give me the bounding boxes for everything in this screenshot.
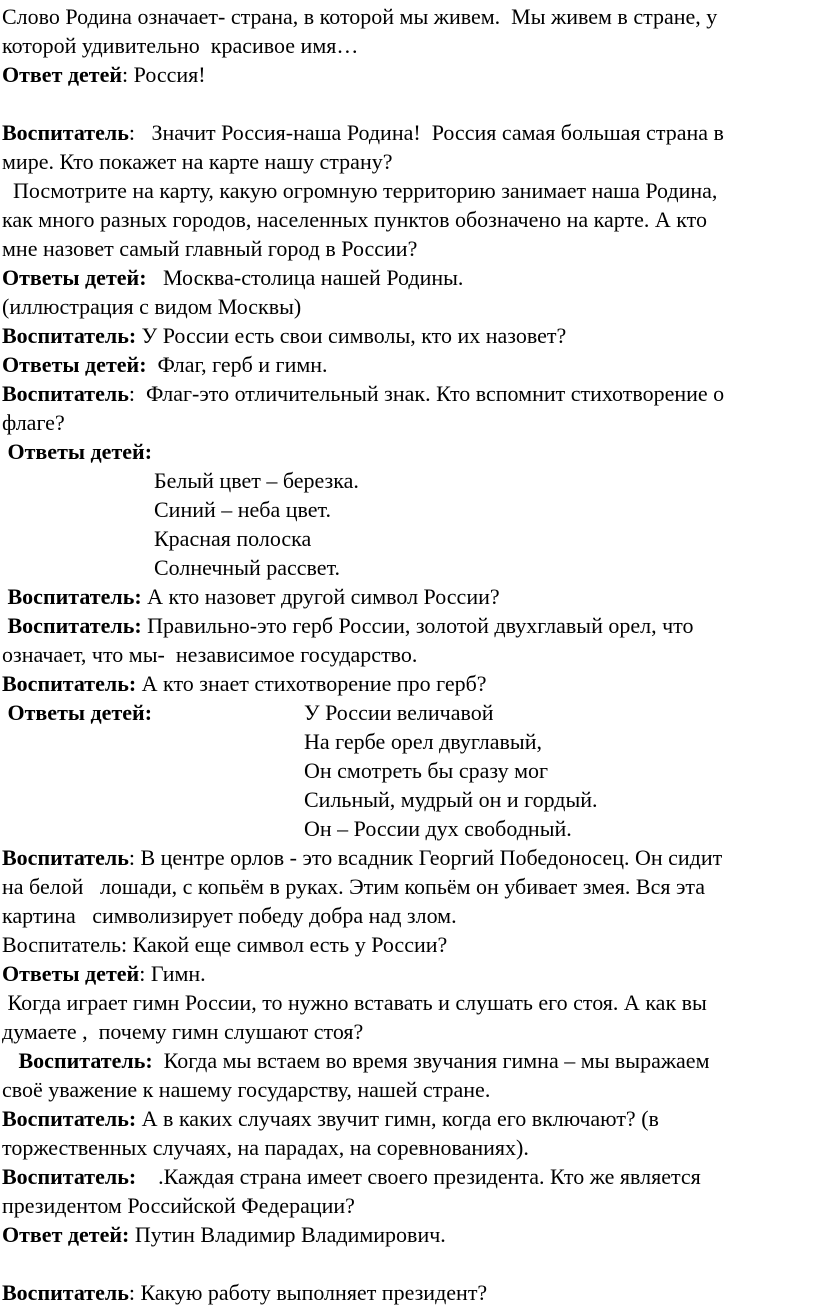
- teacher-line: [2, 1162, 814, 1191]
- paragraph-line: президентом Российской Федерации?: [2, 1193, 355, 1218]
- speech-text: : Гимн.: [139, 961, 206, 986]
- poem-line: Он – России дух свободный.: [304, 816, 572, 841]
- poem-line: Он смотреть бы сразу мог: [304, 758, 549, 783]
- teacher-line: [2, 1046, 814, 1075]
- answer-line: [2, 263, 814, 292]
- poem-line: Сильный, мудрый он и гордый.: [304, 787, 598, 812]
- poem-line: На гербе орел двуглавый,: [304, 729, 542, 754]
- poem-line: Синий – неба цвет.: [154, 497, 332, 522]
- speech-text: А кто знает стихотворение про герб?: [136, 671, 487, 696]
- speech-text: Флаг, герб и гимн.: [146, 352, 328, 377]
- paragraph-line: мире. Кто покажет на карте нашу страну?: [2, 149, 393, 174]
- paragraph-line: думаете , почему гимн слушают стоя?: [2, 1019, 364, 1044]
- speaker-label: Воспитатель:: [2, 1164, 137, 1189]
- speaker-label: Ответы детей:: [2, 439, 153, 464]
- speaker-label: Воспитатель:: [2, 584, 142, 609]
- speech-text: Путин Владимир Владимирович.: [129, 1222, 446, 1247]
- teacher-line: [2, 379, 814, 408]
- speaker-label: Воспитатель: [2, 845, 129, 870]
- speaker-label: Ответы детей:: [2, 352, 147, 377]
- speaker-label: Ответ детей:: [2, 1222, 130, 1247]
- answer-line: [2, 959, 814, 988]
- blank-line: [2, 1249, 814, 1278]
- paragraph-line: своё уважение к нашему государству, нашей стране.: [2, 1077, 491, 1102]
- speech-text: А в каких случаях звучит гимн, когда его включают? (в: [136, 1106, 659, 1131]
- teacher-line: [2, 1104, 814, 1133]
- poem-line: Белый цвет – березка.: [154, 468, 359, 493]
- teacher-line: [2, 321, 814, 350]
- blank-line: [2, 89, 814, 118]
- paragraph-line: Когда играет гимн России, то нужно вставать и слушать его стоя. А как вы: [2, 990, 707, 1015]
- speaker-label: Воспитатель: [2, 1280, 129, 1305]
- paragraph-line: (иллюстрация с видом Москвы): [2, 294, 302, 319]
- teacher-line: [2, 669, 814, 698]
- paragraph-line: торжественных случаях, на парадах, на соревнованиях).: [2, 1135, 529, 1160]
- paragraph-line: как много разных городов, населенных пунктов обозначено на карте. А кто: [2, 207, 707, 232]
- paragraph-line: мне назовет самый главный город в России?: [2, 236, 418, 261]
- poem-line: У России величавой: [304, 700, 494, 725]
- teacher-line: [2, 118, 814, 147]
- answer-line: [2, 1220, 814, 1249]
- speaker-label: Воспитатель: [2, 120, 129, 145]
- speaker-label: Воспитатель:: [2, 671, 137, 696]
- speech-text: Правильно-это герб России, золотой двухглавый орел, что: [141, 613, 694, 638]
- speech-text: Когда мы встаем во время звучания гимна – мы выражаем: [152, 1048, 710, 1073]
- speaker-label: Ответ детей: [2, 62, 123, 87]
- answer-line: [2, 698, 814, 727]
- paragraph-line: Посмотрите на карту, какую огромную территорию занимает наша Родина,: [2, 178, 718, 203]
- speaker-label: Воспитатель:: [2, 323, 137, 348]
- teacher-line: [2, 843, 814, 872]
- speaker-label: Воспитатель:: [2, 1048, 153, 1073]
- speech-text: : Какую работу выполняет президент?: [128, 1280, 488, 1305]
- speech-text: : В центре орлов - это всадник Георгий Победоносец. Он сидит: [128, 845, 723, 870]
- poem-line: Солнечный рассвет.: [154, 555, 341, 580]
- answer-line: [2, 60, 814, 89]
- speech-text: : Флаг-это отличительный знак. Кто вспомнит стихотворение о: [128, 381, 725, 406]
- teacher-line: [2, 582, 814, 611]
- paragraph-line: флаге?: [2, 410, 65, 435]
- speech-text: Москва-столица нашей Родины.: [146, 265, 464, 290]
- teacher-line: Воспитатель: Какой еще символ есть у России?: [2, 932, 448, 957]
- speaker-label: Воспитатель:: [2, 613, 142, 638]
- speaker-label: Ответы детей: [2, 961, 140, 986]
- paragraph-line: означает, что мы- независимое государство.: [2, 642, 418, 667]
- teacher-line: [2, 611, 814, 640]
- speech-text: У России есть свои символы, кто их назовет?: [136, 323, 567, 348]
- speech-text: : Россия!: [122, 62, 206, 87]
- speech-text: : Значит Россия-наша Родина! Россия самая большая страна в: [128, 120, 724, 145]
- paragraph-line: которой удивительно красивое имя…: [2, 33, 359, 58]
- speech-text: .Каждая страна имеет своего президента. Кто же является: [136, 1164, 701, 1189]
- speaker-label: Ответы детей:: [2, 265, 147, 290]
- speaker-label: Ответы детей:: [2, 700, 153, 725]
- paragraph-line: Слово Родина означает- страна, в которой мы живем. Мы живем в стране, у: [2, 4, 718, 29]
- speech-text: А кто назовет другой символ России?: [141, 584, 500, 609]
- paragraph-line: картина символизирует победу добра над злом.: [2, 903, 457, 928]
- speaker-label: Воспитатель:: [2, 1106, 137, 1131]
- poem-line: Красная полоска: [154, 526, 312, 551]
- paragraph-line: на белой лошади, с копьём в руках. Этим копьём он убивает змея. Вся эта: [2, 874, 706, 899]
- teacher-line: [2, 1278, 814, 1307]
- speaker-label: Воспитатель: [2, 381, 129, 406]
- answer-line: [2, 437, 814, 466]
- answer-line: [2, 350, 814, 379]
